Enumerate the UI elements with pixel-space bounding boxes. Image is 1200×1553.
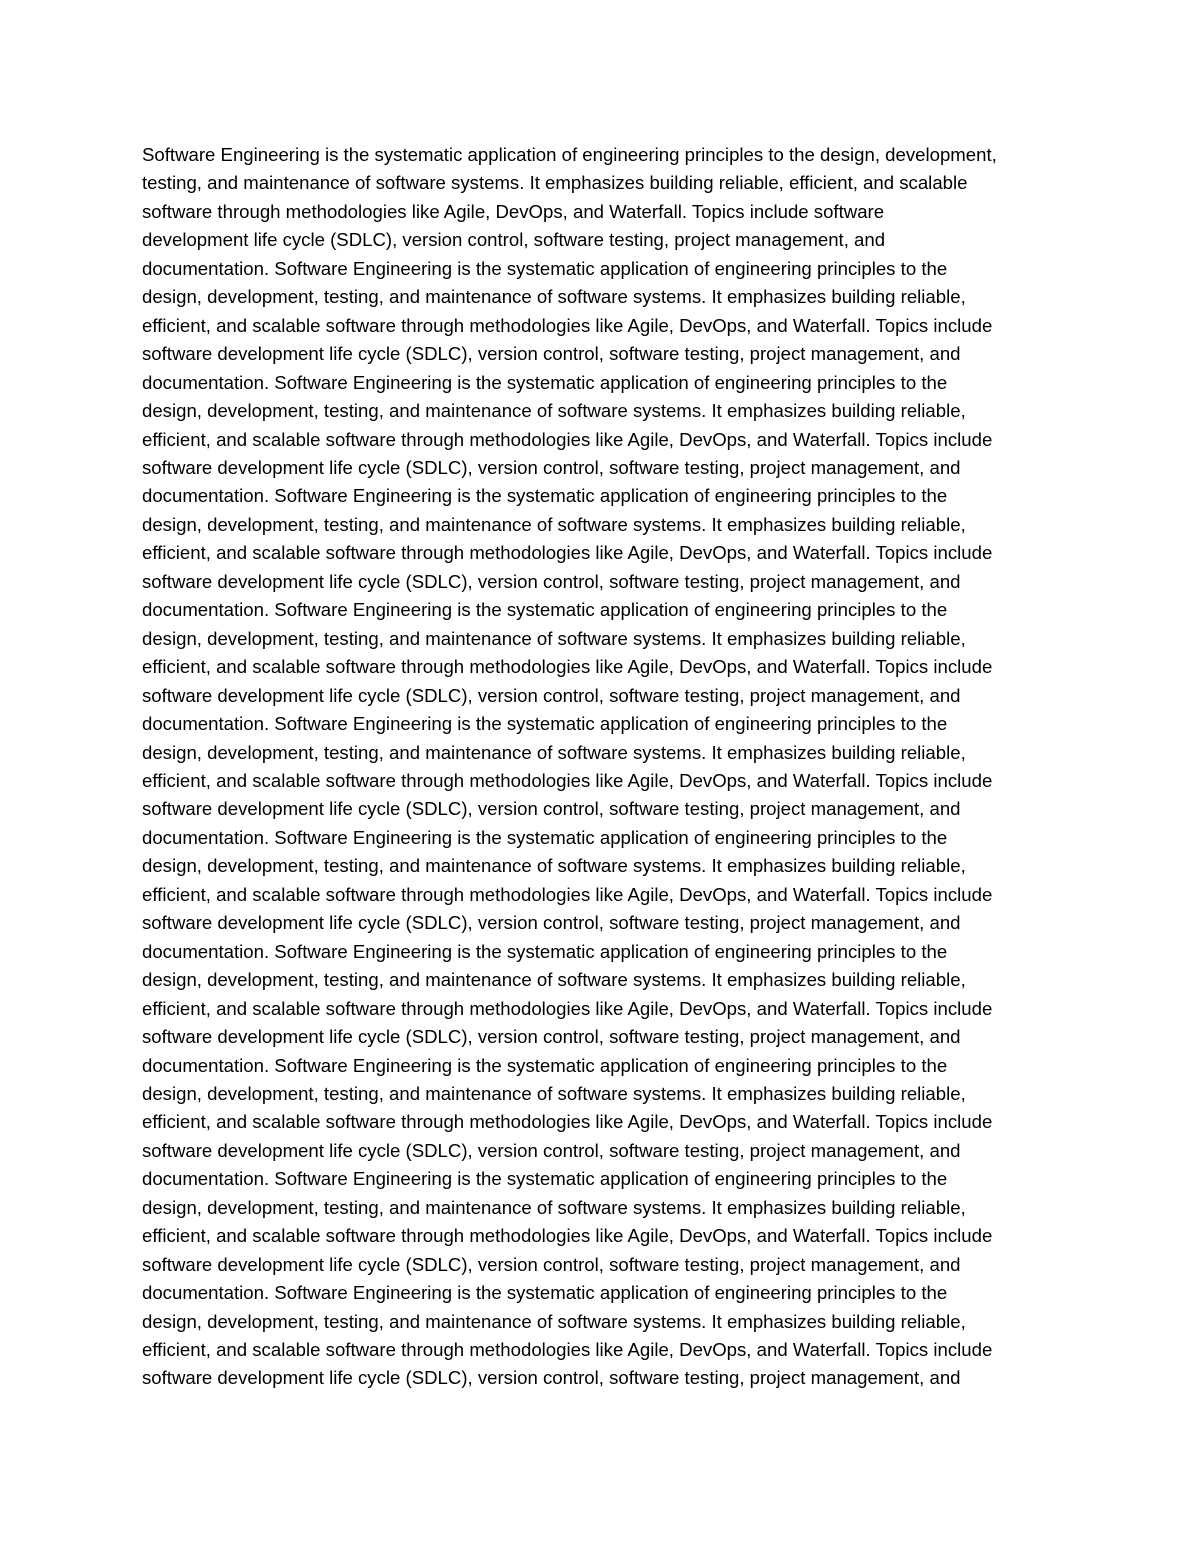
body-paragraph — [142, 141, 1062, 1393]
text-line: software development life cycle (SDLC), version control, software testing, project management, and — [142, 1139, 961, 1161]
text-line: software development life cycle (SDLC), version control, software testing, project management, and — [142, 1253, 961, 1275]
text-line: documentation. Software Engineering is the systematic application of engineering principles to the — [142, 826, 948, 848]
text-line: documentation. Software Engineering is the systematic application of engineering principles to the — [142, 371, 948, 393]
text-line: software development life cycle (SDLC), version control, software testing, project management, and — [142, 1367, 961, 1389]
text-line: software through methodologies like Agile, DevOps, and Waterfall. Topics include software — [142, 200, 885, 222]
text-line: software development life cycle (SDLC), version control, software testing, project management, and — [142, 912, 961, 934]
text-line: efficient, and scalable software through methodologies like Agile, DevOps, and Waterfall. Topics include — [142, 769, 993, 791]
text-line: design, development, testing, and maintenance of software systems. It emphasizes building reliable, — [142, 513, 966, 535]
text-line: software development life cycle (SDLC), version control, software testing, project management, and — [142, 570, 961, 592]
text-line: efficient, and scalable software through methodologies like Agile, DevOps, and Waterfall. Topics include — [142, 428, 993, 450]
text-line: efficient, and scalable software through methodologies like Agile, DevOps, and Waterfall. Topics include — [142, 542, 993, 564]
text-line: Software Engineering is the systematic application of engineering principles to the design, development, — [142, 144, 997, 165]
text-line: design, development, testing, and maintenance of software systems. It emphasizes building reliable, — [142, 1196, 966, 1218]
text-line: efficient, and scalable software through methodologies like Agile, DevOps, and Waterfall. Topics include — [142, 1111, 993, 1133]
text-line: design, development, testing, and maintenance of software systems. It emphasizes building reliable, — [142, 627, 966, 649]
text-line: design, development, testing, and maintenance of software systems. It emphasizes building reliable, — [142, 969, 966, 991]
text-line: design, development, testing, and maintenance of software systems. It emphasizes building reliable, — [142, 1310, 966, 1332]
text-line: design, development, testing, and maintenance of software systems. It emphasizes building reliable, — [142, 741, 966, 763]
text-line: software development life cycle (SDLC), version control, software testing, project management, and — [142, 1026, 961, 1048]
text-line: documentation. Software Engineering is the systematic application of engineering principles to the — [142, 940, 948, 962]
text-line: design, development, testing, and maintenance of software systems. It emphasizes building reliable, — [142, 286, 966, 308]
text-line: documentation. Software Engineering is the systematic application of engineering principles to the — [142, 1168, 948, 1190]
text-line: testing, and maintenance of software systems. It emphasizes building reliable, efficient, and scalable — [142, 172, 968, 194]
text-line: efficient, and scalable software through methodologies like Agile, DevOps, and Waterfall. Topics include — [142, 656, 993, 678]
text-line: documentation. Software Engineering is the systematic application of engineering principles to the — [142, 599, 948, 621]
text-line: design, development, testing, and maintenance of software systems. It emphasizes building reliable, — [142, 400, 966, 422]
text-line: design, development, testing, and maintenance of software systems. It emphasizes building reliable, — [142, 855, 966, 877]
text-line: documentation. Software Engineering is the systematic application of engineering principles to the — [142, 485, 948, 507]
text-line: documentation. Software Engineering is the systematic application of engineering principles to the — [142, 713, 948, 735]
text-line: efficient, and scalable software through methodologies like Agile, DevOps, and Waterfall. Topics include — [142, 314, 993, 336]
text-line: development life cycle (SDLC), version control, software testing, project management, and — [142, 229, 886, 251]
text-line: design, development, testing, and maintenance of software systems. It emphasizes building reliable, — [142, 1082, 966, 1104]
text-line: efficient, and scalable software through methodologies like Agile, DevOps, and Waterfall. Topics include — [142, 883, 993, 905]
text-line: software development life cycle (SDLC), version control, software testing, project management, and — [142, 798, 961, 820]
text-line: documentation. Software Engineering is the systematic application of engineering principles to the — [142, 257, 948, 279]
text-line: efficient, and scalable software through methodologies like Agile, DevOps, and Waterfall. Topics include — [142, 997, 993, 1019]
text-line: documentation. Software Engineering is the systematic application of engineering principles to the — [142, 1282, 948, 1304]
text-line: software development life cycle (SDLC), version control, software testing, project management, and — [142, 343, 961, 365]
text-line: documentation. Software Engineering is the systematic application of engineering principles to the — [142, 1054, 948, 1076]
text-line: software development life cycle (SDLC), version control, software testing, project management, and — [142, 684, 961, 706]
text-line: software development life cycle (SDLC), version control, software testing, project management, and — [142, 456, 961, 478]
text-line: efficient, and scalable software through methodologies like Agile, DevOps, and Waterfall. Topics include — [142, 1339, 993, 1361]
text-line: efficient, and scalable software through methodologies like Agile, DevOps, and Waterfall. Topics include — [142, 1225, 993, 1247]
